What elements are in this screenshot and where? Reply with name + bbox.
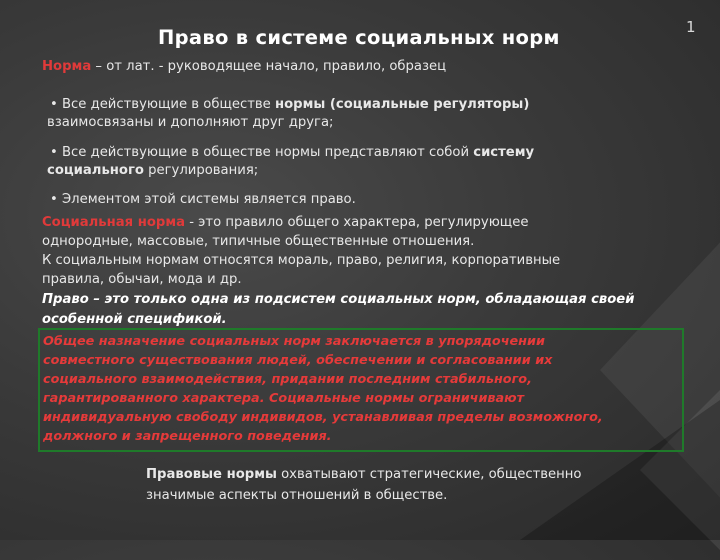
bullet-2-line2 [47, 162, 258, 179]
page-number: 1 [686, 18, 696, 36]
legal-norms-term: Правовые нормы [146, 467, 277, 482]
box-line: гарантированного характера. Социальные нормы ограничивают [43, 391, 525, 406]
bullet-1-bold: нормы (социальные регуляторы) [275, 97, 530, 112]
social-norm-term: Социальная норма [42, 215, 186, 230]
definition-line [42, 58, 446, 75]
law-line1: Право – это только одна из подсистем социальных норм, обладающая своей [42, 292, 635, 307]
bullet-2-bold: систему [473, 145, 535, 160]
legal-norms-line2: значимые аспекты отношений в обществе. [146, 488, 448, 503]
box-line: социального взаимодействия, придании последним стабильного, [43, 372, 532, 387]
law-line2: особенной спецификой. [42, 312, 227, 327]
bullet-2 [50, 144, 534, 161]
social-norm-text: - это правило общего характера, регулирующее [185, 215, 529, 230]
bullet-1-text: • Все действующие в обществе [50, 97, 275, 112]
box-line: Общее назначение социальных норм заключается в упорядочении [43, 334, 545, 349]
bullet-2-bold2: социального [47, 163, 144, 178]
types-line2: правила, обычаи, мода и др. [42, 272, 242, 287]
social-norm-definition [42, 214, 528, 231]
bullet-3: • Элементом этой системы является право. [50, 192, 356, 207]
box-line: индивидуальную свободу индивидов, устанавливая пределы возможного, [43, 410, 603, 425]
bullet-1 [50, 96, 529, 113]
social-norm-line2: однородные, массовые, типичные общественные отношения. [42, 234, 475, 249]
bullet-1-line2: взаимосвязаны и дополняют друг друга; [47, 115, 334, 130]
legal-norms-text: охватывают стратегические, общественно [276, 467, 582, 482]
box-line: должного и запрещенного поведения. [43, 429, 332, 444]
types-line1: К социальным нормам относятся мораль, право, религия, корпоративные [42, 253, 561, 268]
box-line: совместного существования людей, обеспечении и согласовании их [43, 353, 553, 368]
slide-title: Право в системе социальных норм [158, 26, 560, 49]
bullet-2-text: • Все действующие в обществе нормы представляют собой [50, 145, 474, 160]
legal-norms-line1 [146, 466, 581, 483]
definition-term: Норма [42, 59, 92, 74]
definition-text: – от лат. - руководящее начало, правило, образец [91, 59, 447, 74]
bullet-2-rest: регулирования; [143, 163, 259, 178]
